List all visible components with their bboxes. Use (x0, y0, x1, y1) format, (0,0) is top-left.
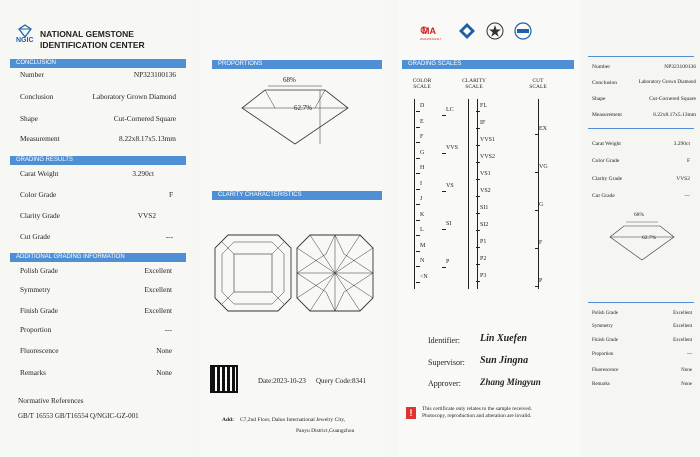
color-scale-item: M (420, 242, 426, 249)
clarity-grade-tick (476, 213, 480, 214)
color-scale-item: J (420, 196, 423, 202)
brand-name: NGIC (16, 37, 34, 44)
approver-label: Approver: (428, 379, 461, 388)
clarity-crown-diagram (214, 234, 292, 312)
clarity-group-tick (442, 191, 446, 192)
cma-seal-icon (420, 23, 442, 41)
cut-value: --- (165, 232, 173, 241)
clarity-grade-item: SI2 (480, 222, 489, 228)
cut-scale-tick (535, 286, 539, 287)
summary-clarity-value: VVS2 (676, 176, 690, 182)
color-scale-item: E (420, 118, 424, 125)
summary-table-percent: 68% (634, 212, 645, 218)
clarity-scale-head: CLARITY SCALE (462, 78, 486, 90)
clarity-grade-item: FL (480, 103, 488, 109)
cut-scale-head: CUT SCALE (529, 78, 547, 90)
color-scale-item: K (420, 211, 425, 218)
summary-number-label: Number (592, 64, 611, 70)
supervisor-signature: Sun Jingna (480, 355, 529, 366)
clarity-grade-tick (476, 281, 480, 282)
summary-conclusion-label: Conclusion (592, 80, 618, 86)
supervisor-label: Supervisor: (428, 358, 465, 367)
clarity-pavilion-diagram (296, 234, 374, 312)
org-line2: IDENTIFICATION CENTER (40, 40, 145, 50)
clarity-group-item: VVS (446, 145, 459, 151)
shape-value: Cut-Cornered Square (113, 114, 176, 123)
summary-conclusion-value: Laboratory Grown Diamond (638, 80, 696, 85)
summary-polish-label: Polish Grade (592, 311, 618, 316)
clarity-grade-item: VS2 (480, 188, 491, 194)
conclusion-section-bar: CONCLUSION (10, 59, 186, 68)
qr-code (210, 365, 238, 393)
polish-label: Polish Grade (20, 266, 58, 275)
summary-top-rule (588, 56, 694, 57)
measurement-label: Measurement (20, 134, 60, 143)
cut-scale-item: G (539, 202, 544, 208)
summary-remarks-label: Remarks (592, 382, 610, 387)
number-label: Number (20, 70, 44, 79)
report-date: Date:2023-10-23 (258, 377, 306, 385)
clarity-grade-item: VS1 (480, 171, 491, 177)
grading-scales-panel (398, 0, 580, 457)
color-scale-item: H (420, 165, 425, 171)
clarity-group-item: VS (446, 183, 454, 189)
color-scale-head: COLOR SCALE (412, 78, 432, 90)
carat-label: Carat Weight (20, 169, 59, 178)
color-scale-tick (416, 282, 420, 283)
polish-value: Excellent (144, 266, 172, 275)
summary-finish-label: Finish Grade (592, 338, 618, 343)
color-scale-tick (416, 189, 420, 190)
clarity-group-tick (442, 229, 446, 230)
clarity-group-item: SI (446, 221, 452, 227)
summary-measurement-label: Measurement (592, 112, 622, 118)
clarity-grade-tick (476, 230, 480, 231)
summary-clarity-label: Clarity Grade (592, 176, 623, 182)
summary-carat-value: 3.290ct (673, 141, 690, 147)
conclusion-label: Conclusion (20, 92, 54, 101)
summary-cut-value: --- (684, 193, 690, 199)
clarity-group-tick (442, 153, 446, 154)
org-line1: NATIONAL GEMSTONE (40, 29, 134, 39)
clarity-grade-tick (476, 145, 480, 146)
measurement-value: 8.22x8.17x5.13mm (119, 134, 176, 143)
summary-fluorescence-value: None (681, 368, 692, 373)
identifier-label: Identifier: (428, 336, 460, 345)
clarity-grade-tick (476, 196, 480, 197)
color-scale-tick (416, 204, 420, 205)
summary-mid-rule (588, 128, 694, 129)
clarity-grade-tick (476, 179, 480, 180)
summary-shape-label: Shape (592, 96, 606, 102)
svg-text:MA: MA (422, 26, 436, 36)
clarity-group-tick (442, 267, 446, 268)
disclaimer-text: This certificate only relates to the sample received. Photocopy, reproduction and alteration are invalid. (422, 406, 532, 419)
color-scale-tick (416, 266, 420, 267)
proportions-bar: PROPORTIONS (212, 60, 382, 69)
clarity-grade-item: SI1 (480, 205, 489, 211)
summary-color-value: F (686, 158, 690, 164)
cut-scale-item: VG (539, 164, 548, 170)
proportion-label: Proportion (20, 325, 52, 334)
symmetry-label: Symmetry (20, 285, 51, 294)
clarity-grade-item: P2 (480, 256, 487, 262)
clarity-label: Clarity Grade (20, 211, 60, 220)
warning-icon: ! (406, 407, 416, 419)
proportion-value: --- (164, 325, 172, 334)
address-label: Add: (222, 417, 234, 423)
summary-measurement-value: 8.22x8.17x5.13mm (653, 112, 696, 118)
color-scale-item: F (420, 134, 424, 140)
summary-fluorescence-label: Fluorescence (592, 368, 619, 373)
cut-scale-tick (535, 172, 539, 173)
fluorescence-label: Fluorescence (20, 346, 59, 355)
clarity-value: VVS2 (137, 211, 156, 220)
grading-results-bar: GRADING RESULTS (10, 156, 186, 165)
shape-label: Shape (20, 114, 38, 123)
summary-symmetry-value: Excellent (673, 324, 692, 329)
color-scale-item: N (420, 258, 425, 264)
finish-value: Excellent (144, 306, 172, 315)
summary-lower-rule (588, 302, 694, 303)
main-report-panel (0, 0, 190, 457)
cut-scale-tick (535, 134, 539, 135)
color-scale-tick (416, 251, 420, 252)
address-line1: C7,2nd Floor, Daluo International Jewelry City, (240, 417, 346, 423)
clarity-grade-tick (476, 264, 480, 265)
summary-remarks-value: None (681, 382, 692, 387)
summary-proportion-label: Proportion (592, 352, 614, 357)
clarity-grade-item: VVS1 (480, 137, 496, 143)
identifier-signature: Lin Xuefen (480, 333, 527, 344)
clarity-grade-tick (476, 111, 480, 112)
proportion-diagram (230, 78, 360, 148)
clarity-grade-item: P1 (480, 239, 487, 245)
cut-scale-item: EX (539, 126, 547, 132)
color-scale-item: L (420, 227, 424, 233)
conclusion-value: Laboratory Grown Diamond (92, 92, 176, 101)
cut-scale-tick (535, 248, 539, 249)
summary-polish-value: Excellent (673, 311, 692, 316)
address-line2: Panyu District,Guangzhou (296, 428, 355, 434)
color-label: Color Grade (20, 190, 57, 199)
clarity-grade-tick (476, 128, 480, 129)
summary-carat-label: Carat Weight (592, 141, 621, 147)
clarity-scale-left-line (468, 99, 469, 289)
remarks-label: Remarks (20, 368, 46, 377)
summary-proportion-value: --- (687, 352, 692, 357)
cut-scale-item: P (539, 278, 543, 284)
cut-scale-item: F (539, 240, 543, 246)
accreditation-icon (458, 22, 476, 40)
fluorescence-value: None (156, 346, 172, 355)
clarity-characteristics-bar: CLARITY CHARACTERISTICS (212, 191, 382, 200)
summary-depth-percent: 62.7% (642, 235, 657, 241)
cnas-seal-icon (514, 22, 532, 40)
normative-refs: GB/T 16553 GB/T16554 Q/NGIC-GZ-001 (18, 412, 139, 420)
remarks-value: None (156, 368, 172, 377)
cut-scale-tick (535, 210, 539, 211)
color-scale-tick (416, 173, 420, 174)
table-percent: 68% (283, 76, 296, 84)
svg-text:2021191131417: 2021191131417 (420, 37, 442, 41)
finish-label: Finish Grade (20, 306, 58, 315)
color-scale-item: G (420, 149, 425, 156)
clarity-grade-item: VVS2 (480, 154, 496, 160)
cut-label: Cut Grade (20, 232, 51, 241)
clarity-group-item: LC (446, 107, 454, 113)
clarity-group-tick (442, 115, 446, 116)
summary-color-label: Color Grade (592, 158, 620, 164)
color-scale-tick (416, 220, 420, 221)
clarity-grade-item: IF (480, 120, 486, 126)
summary-card-panel (586, 0, 700, 457)
carat-value: 3.290ct (132, 169, 154, 178)
color-scale-tick (416, 158, 420, 159)
clarity-group-item: P (446, 259, 450, 265)
star-seal-icon (486, 22, 504, 40)
color-scale-tick (416, 235, 420, 236)
color-scale-tick (416, 111, 420, 112)
clarity-grade-tick (476, 247, 480, 248)
approver-signature: Zhang Mingyun (480, 377, 541, 387)
color-scale-item: <N (420, 273, 428, 280)
summary-number-value: NP323100136 (664, 64, 696, 70)
color-scale-tick (416, 127, 420, 128)
grading-scales-bar: GRADING SCALES (402, 60, 574, 69)
color-scale-item: D (420, 103, 425, 109)
color-scale-line (414, 99, 415, 289)
query-code: Query Code:8341 (316, 377, 366, 385)
symmetry-value: Excellent (144, 285, 172, 294)
number-value: NP323100136 (133, 70, 176, 79)
color-scale-tick (416, 142, 420, 143)
depth-percent: 62.7% (294, 104, 313, 112)
color-value: F (168, 190, 173, 199)
summary-symmetry-label: Symmetry (592, 324, 613, 329)
normative-title: Normative References (18, 396, 84, 405)
ngic-logo-icon (14, 24, 36, 38)
summary-shape-value: Cut-Cornered Square (649, 96, 696, 102)
clarity-grade-item: P3 (480, 273, 487, 279)
additional-info-bar: ADDITIONAL GRADING INFORMATION (10, 253, 186, 262)
clarity-grade-tick (476, 162, 480, 163)
proportions-panel (200, 0, 385, 457)
color-scale-item: I (420, 180, 422, 187)
summary-cut-label: Cut Grade (592, 193, 615, 199)
summary-finish-value: Excellent (673, 338, 692, 343)
